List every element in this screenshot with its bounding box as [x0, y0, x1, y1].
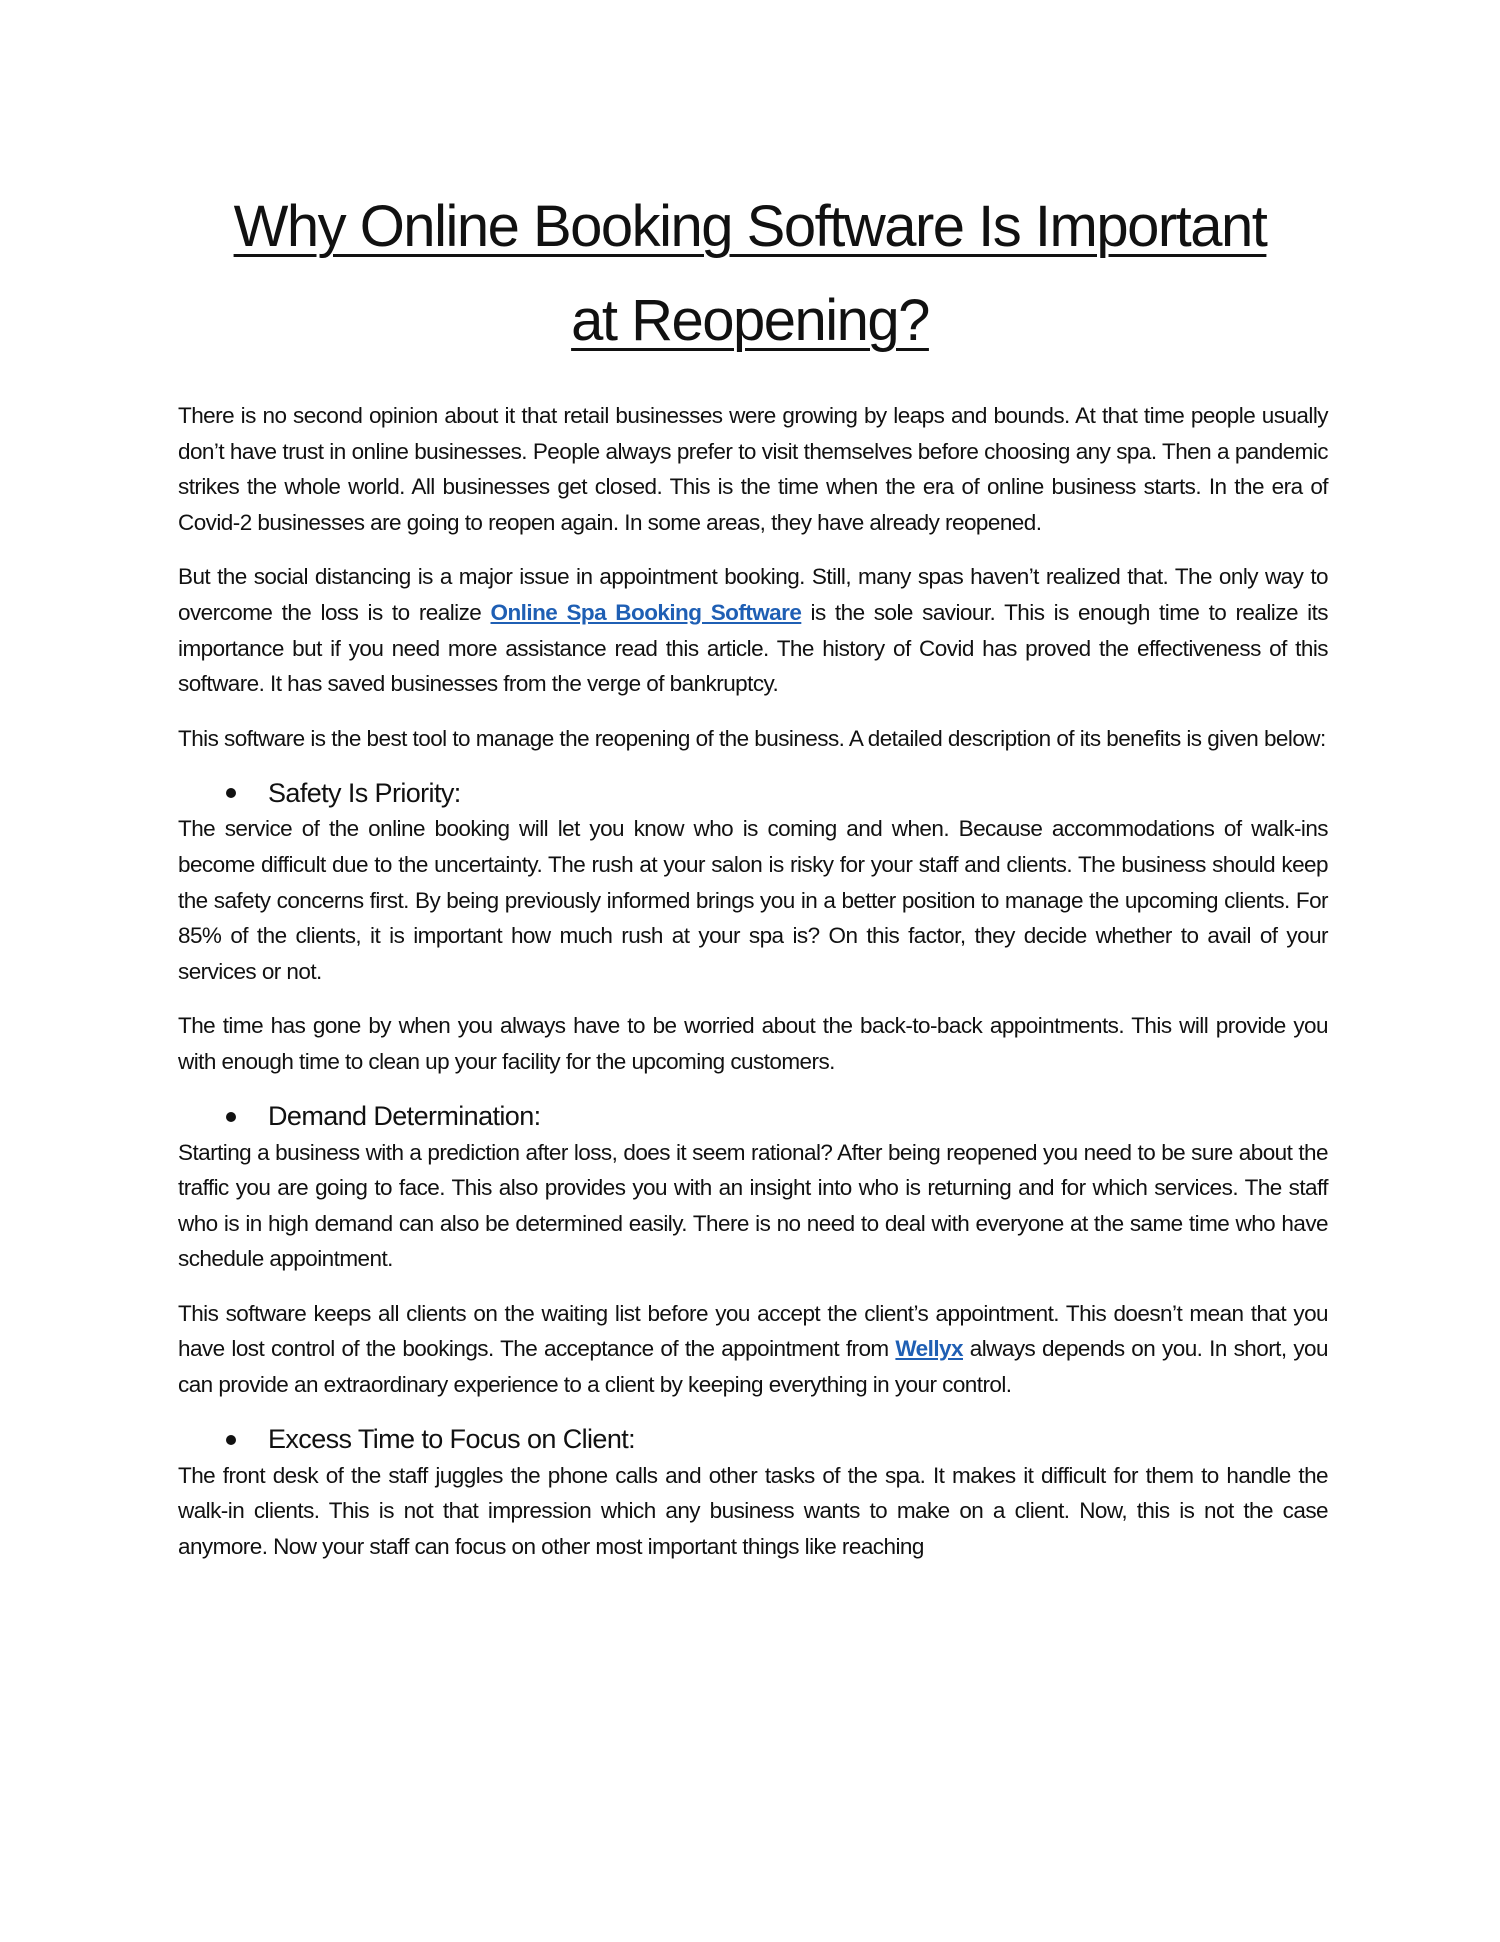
page-title: [150, 180, 1350, 368]
intro-paragraph-2: [178, 559, 1328, 701]
text-run: is the sole saviour. This is enough time to realize its importance but if you need more assistance read this article. The history of Covid has proved the effectiveness of this software. It has saved businesses from the verge of bankruptcy.: [178, 599, 1329, 697]
safety-paragraph-2: The time has gone by when you always have to be worried about the back-to-back appointments. This will provide you with enough time to clean up your facility for the upcoming customers.: [178, 1013, 1328, 1074]
bullet-icon: [226, 788, 236, 798]
text-run: always depends on you. In short, you can provide an extraordinary experience to a client by keeping everything in your control.: [178, 1336, 1328, 1398]
online-spa-booking-software-link[interactable]: Online Spa Booking Software: [490, 599, 802, 625]
section-heading-text: Excess Time to Focus on Client:: [268, 1424, 636, 1455]
article-body: [178, 398, 1328, 1583]
section-heading-demand: [178, 1099, 1328, 1135]
demand-paragraph-1: Starting a business with a prediction after loss, does it seem rational? After being reopened you need to be sure about the traffic you are going to face. This also provides you with an insight into who is returning and for which services. The staff who is in high demand can also be determined easily. There is no need to deal with everyone at the same time who have schedule appointment.: [178, 1139, 1328, 1272]
wellyx-link[interactable]: Wellyx: [895, 1336, 963, 1362]
intro-paragraph-3: This software is the best tool to manage the reopening of the business. A detailed description of its benefits is given below:: [178, 725, 1326, 751]
section-heading-excess-time: [178, 1422, 1328, 1458]
title-line-1: Why Online Booking Software Is Important: [233, 194, 1267, 259]
section-heading-text: Safety Is Priority:: [268, 777, 461, 808]
bullet-icon: [226, 1435, 236, 1445]
safety-paragraph-1: The service of the online booking will let you know who is coming and when. Because accommodations of walk-ins become difficult due to the uncertainty. The rush at your salon is risky for your staff and clients. The business should keep the safety concerns first. By being previously informed brings you in a better position to manage the upcoming clients. For 85% of the clients, it is important how much rush at your spa is? On this factor, they decide whether to avail of your services or not.: [178, 816, 1328, 984]
section-heading-text: Demand Determination:: [268, 1101, 541, 1131]
excess-time-paragraph-1: The front desk of the staff juggles the phone calls and other tasks of the spa. It makes it difficult for them to handle the walk-in clients. This is not that impression which any business wants to make on a client. Now, this is not the case anymore. Now your staff can focus on other most important things like reaching: [178, 1462, 1328, 1559]
intro-paragraph-1: There is no second opinion about it that retail businesses were growing by leaps and bounds. At that time people usually don’t have trust in online businesses. People always prefer to visit themselves before choosing any spa. Then a pandemic strikes the whole world. All businesses get closed. This is the time when the era of online business starts. In the era of Covid-2 businesses are going to reopen again. In some areas, they have already reopened.: [178, 403, 1328, 535]
demand-paragraph-2: [178, 1296, 1328, 1403]
text-run: This software keeps all clients on the waiting list before you accept the client’s appointment. This doesn’t mean that you have lost control of the bookings. The acceptance of the appointment from: [178, 1300, 1328, 1362]
title-line-2: at Reopening?: [571, 288, 929, 353]
text-run: But the social distancing is a major issue in appointment booking. Still, many spas haven’t realized that. The only way to overcome the loss is to realize: [178, 564, 1328, 625]
section-heading-safety: [178, 775, 1328, 811]
bullet-icon: [226, 1112, 236, 1122]
